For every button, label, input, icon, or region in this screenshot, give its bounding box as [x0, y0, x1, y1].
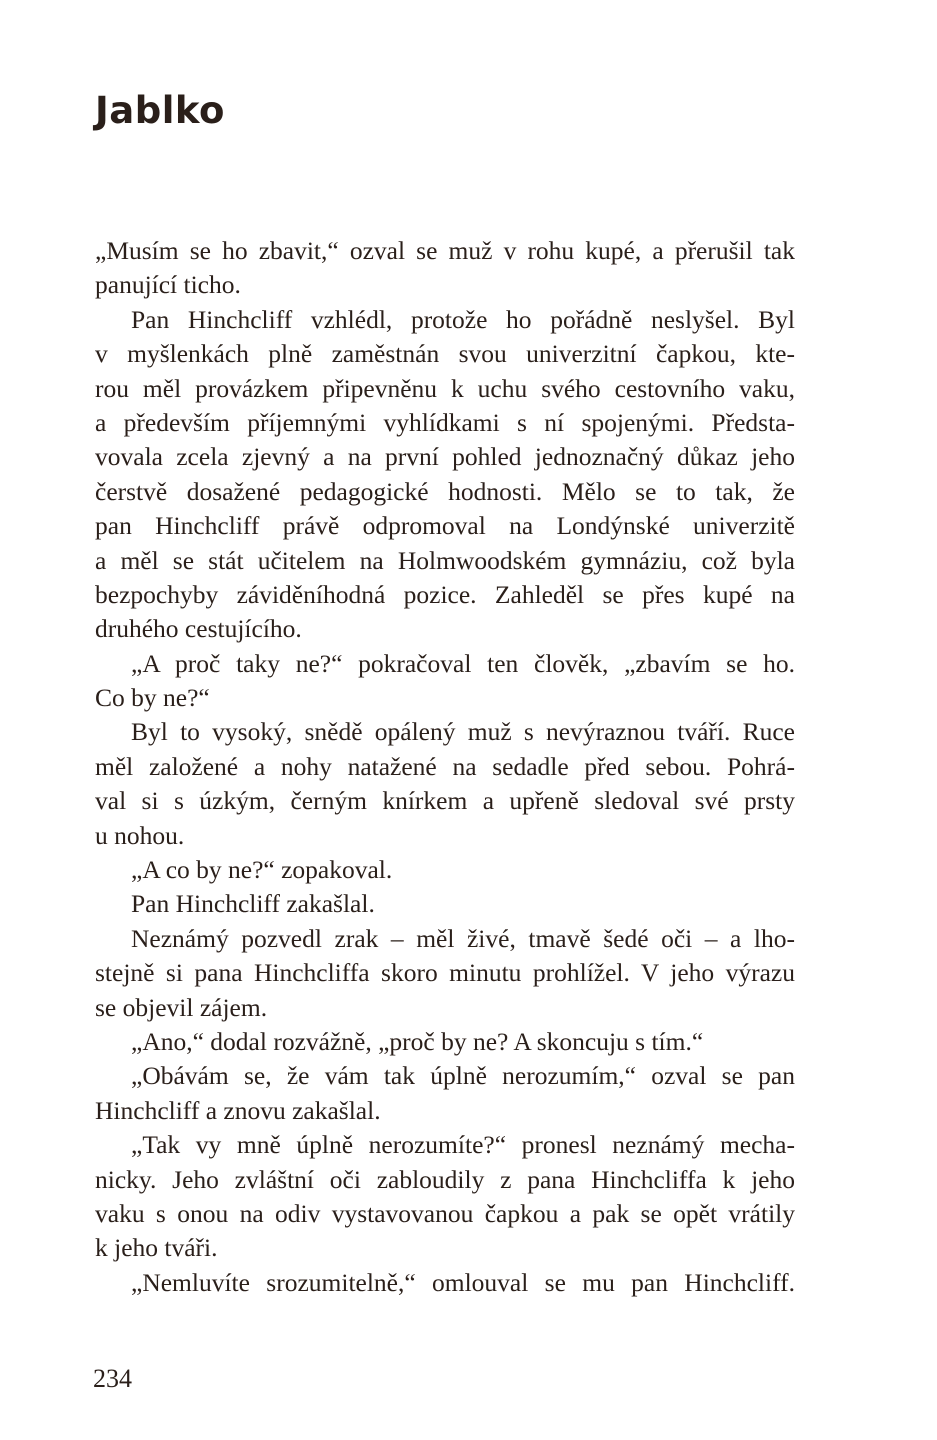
- text-line: v myšlenkách plně zaměstnán svou univerzitní čapkou, kte-: [95, 339, 795, 369]
- text-line: nicky. Jeho zvláštní oči zabloudily z pana Hinchcliffa k jeho: [95, 1164, 795, 1194]
- text-line: vaku s onou na odiv vystavovanou čapkou a pak se opět vrátily: [95, 1198, 795, 1228]
- text-line: rou měl provázkem připevněnu k uchu svého cestovního vaku,: [95, 373, 795, 403]
- text-line: „Nemluvíte srozumitelně,“ omlouval se mu pan Hinchcliff.: [131, 1267, 795, 1297]
- text-line: bezpochyby záviděníhodná pozice. Zahleděl se přes kupé na: [95, 579, 795, 609]
- text-line: k jeho tváři.: [95, 1233, 218, 1263]
- text-line: Pan Hinchcliff vzhlédl, protože ho pořádně neslyšel. Byl: [131, 304, 795, 334]
- body-text: [95, 234, 795, 1300]
- text-line: Byl to vysoký, snědě opálený muž s nevýraznou tváří. Ruce: [131, 717, 795, 747]
- text-line: Neznámý pozvedl zrak – měl živé, tmavě šedé oči – a lho-: [131, 923, 795, 953]
- text-line: u nohou.: [95, 820, 185, 850]
- text-line: „A co by ne?“ zopakoval.: [131, 855, 393, 885]
- text-line: a měl se stát učitelem na Holmwoodském gymnáziu, což byla: [95, 545, 795, 575]
- chapter-title: Jablko: [95, 89, 225, 132]
- text-line: „Musím se ho zbavit,“ ozval se muž v rohu kupé, a přerušil tak: [95, 236, 795, 265]
- text-line: panující ticho.: [95, 270, 241, 300]
- text-line: a především příjemnými vyhlídkami s ní spojenými. Předsta-: [95, 407, 795, 437]
- text-line: „Ano,“ dodal rozvážně, „proč by ne? A skoncuju s tím.“: [131, 1026, 704, 1056]
- text-line: vovala zcela zjevný a na první pohled jednoznačný důkaz jeho: [95, 442, 795, 472]
- text-line: „Tak vy mně úplně nerozumíte?“ pronesl neznámý mecha-: [131, 1130, 795, 1160]
- text-line: čerstvě dosažené pedagogické hodnosti. Mělo se to tak, že: [95, 476, 795, 506]
- text-line: Pan Hinchcliff zakašlal.: [131, 889, 375, 919]
- text-line: pan Hinchcliff právě odpromoval na Londýnské univerzitě: [95, 511, 795, 541]
- text-line: stejně si pana Hinchcliffa skoro minutu prohlížel. V jeho výrazu: [95, 958, 795, 988]
- text-line: Co by ne?“: [95, 683, 210, 713]
- text-line: val si s úzkým, černým knírkem a upřeně sledoval své prsty: [95, 786, 795, 816]
- text-line: se objevil zájem.: [95, 992, 268, 1022]
- text-line: „A proč taky ne?“ pokračoval ten člověk, „zbavím se ho.: [131, 648, 795, 678]
- page-number: 234: [93, 1364, 132, 1393]
- text-line: „Obávám se, že vám tak úplně nerozumím,“ ozval se pan: [131, 1061, 795, 1091]
- text-line: Hinchcliff a znovu zakašlal.: [95, 1095, 381, 1125]
- text-line: druhého cestujícího.: [95, 614, 302, 644]
- text-line: měl založené a nohy natažené na sedadle před sebou. Pohrá-: [95, 751, 795, 781]
